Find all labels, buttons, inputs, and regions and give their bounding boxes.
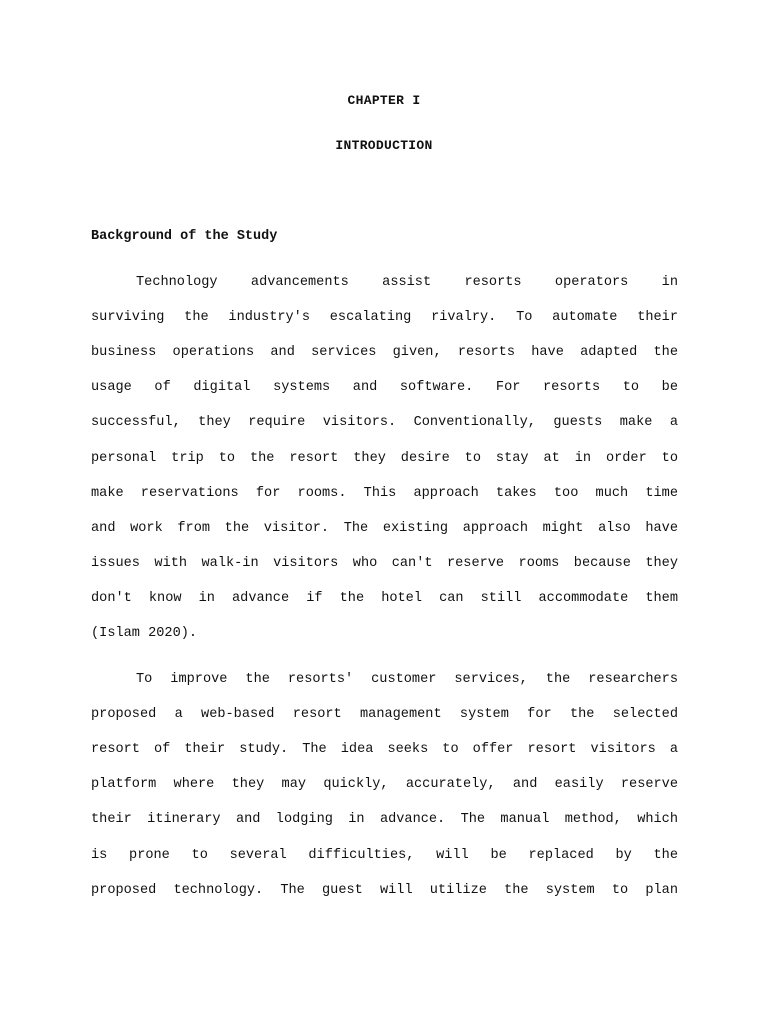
paragraph1-line: successful, they require visitors. Conventionally, guests make a bbox=[91, 415, 678, 430]
paragraph1-line: personal trip to the resort they desire to stay at in order to bbox=[91, 451, 678, 466]
title-heading: INTRODUCTION bbox=[335, 138, 433, 153]
paragraph2-line: resort of their study. The idea seeks to offer resort visitors a bbox=[91, 742, 678, 757]
paragraph2-line: proposed technology. The guest will utilize the system to plan bbox=[91, 883, 678, 898]
paragraph1-line: usage of digital systems and software. For resorts to be bbox=[91, 380, 678, 395]
paragraph1-line: and work from the visitor. The existing approach might also have bbox=[91, 521, 678, 536]
paragraph1-line: business operations and services given, resorts have adapted the bbox=[91, 345, 678, 360]
paragraph1-line: surviving the industry's escalating rivalry. To automate their bbox=[91, 310, 678, 325]
paragraph1-line: (Islam 2020). bbox=[91, 626, 198, 641]
paragraph1-line: make reservations for rooms. This approach takes too much time bbox=[91, 486, 678, 501]
paragraph2-line: To improve the resorts' customer services, the researchers bbox=[136, 672, 678, 687]
paragraph1-line: Technology advancements assist resorts operators in bbox=[136, 275, 678, 290]
chapter-heading: CHAPTER I bbox=[347, 93, 421, 108]
paragraph2-line: is prone to several difficulties, will be replaced by the bbox=[91, 848, 678, 863]
paragraph1-line: don't know in advance if the hotel can still accommodate them bbox=[91, 591, 678, 606]
paragraph2-line: proposed a web-based resort management system for the selected bbox=[91, 707, 678, 722]
section-heading: Background of the Study bbox=[91, 229, 278, 244]
paragraph2-line: platform where they may quickly, accurately, and easily reserve bbox=[91, 777, 678, 792]
paragraph1-line: issues with walk-in visitors who can't reserve rooms because they bbox=[91, 556, 678, 571]
paragraph2-line: their itinerary and lodging in advance. The manual method, which bbox=[91, 812, 678, 827]
